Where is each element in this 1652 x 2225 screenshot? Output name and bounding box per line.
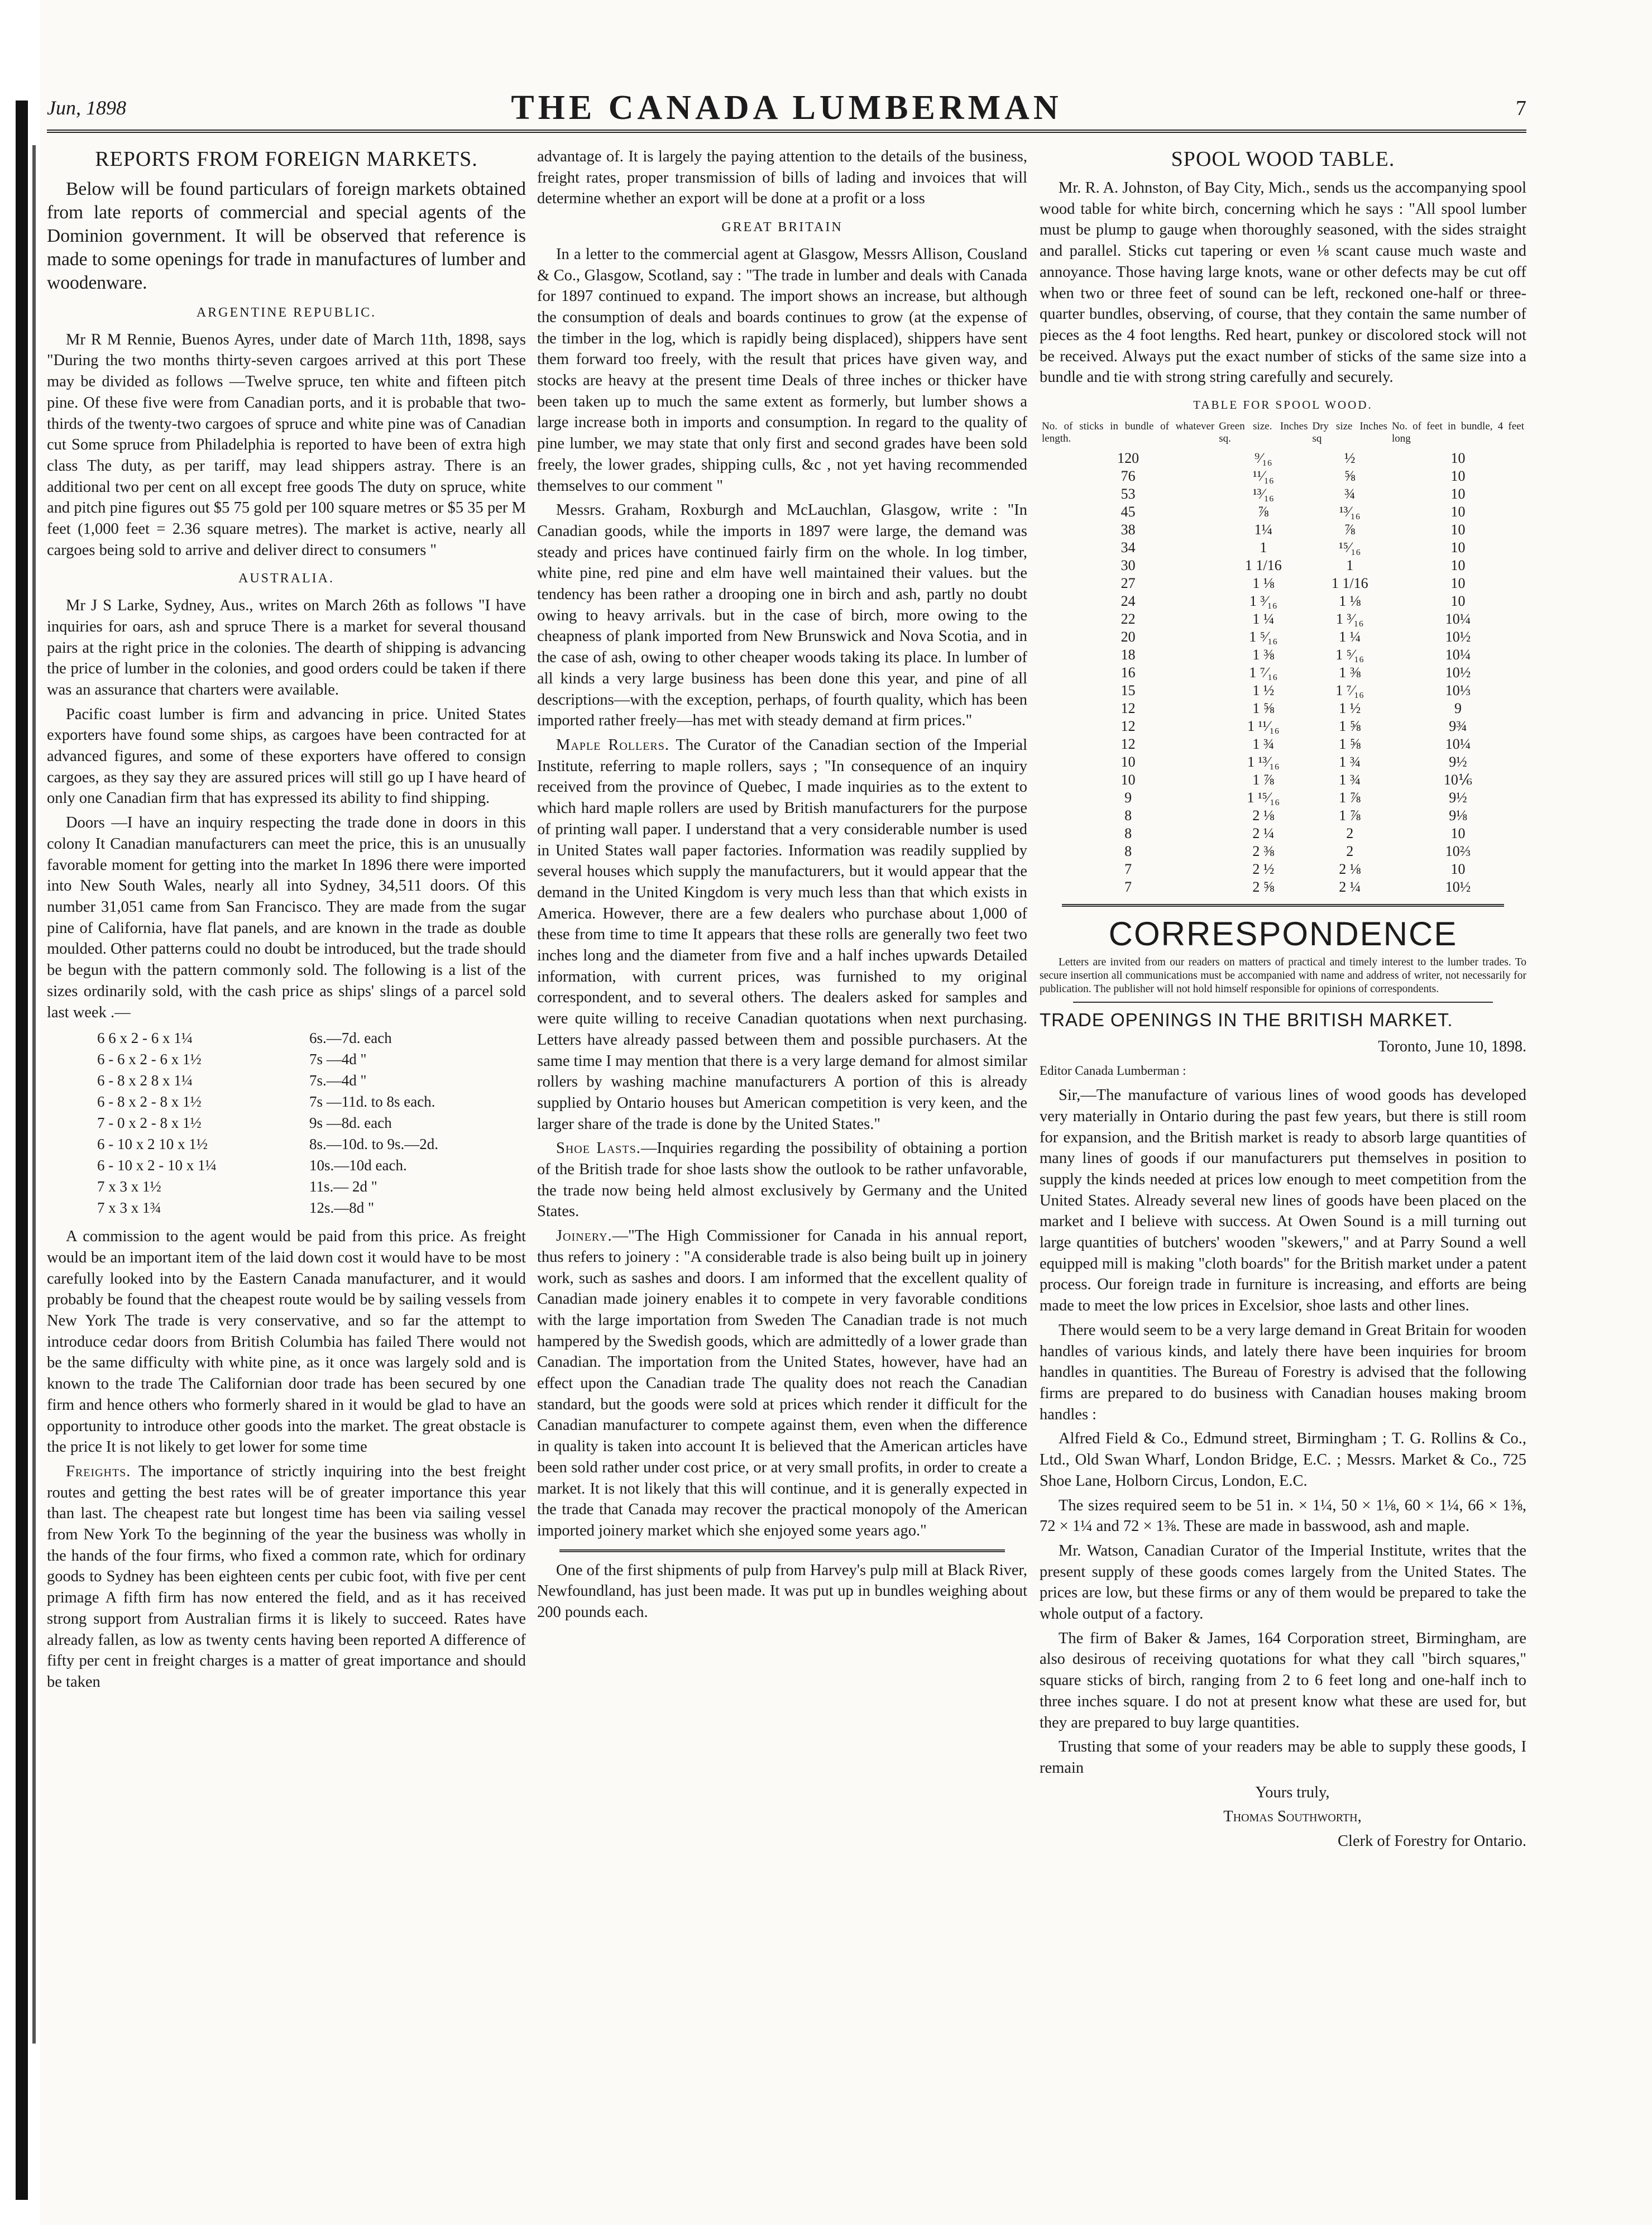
table-cell: ¹¹⁄₁₆ <box>1252 467 1274 484</box>
door-size: 7 x 3 x 1¾ <box>97 1199 161 1217</box>
table-row <box>1040 664 1526 682</box>
page-binding-edge <box>0 0 40 2225</box>
door-size: 7 x 3 x 1½ <box>97 1178 161 1195</box>
table-cell: 1 ⅞ <box>1252 771 1275 788</box>
table-cell: 1 1/16 <box>1331 575 1368 591</box>
door-size: 6 - 8 x 2 8 x 1¼ <box>97 1072 193 1089</box>
table-cell: 10½ <box>1445 878 1471 895</box>
column-header: No. of sticks in bundle of whatever length. <box>1042 420 1215 444</box>
article-title-spool-wood: SPOOL WOOD TABLE. <box>1171 147 1395 171</box>
table-cell: 10 <box>1450 860 1466 877</box>
maple-rollers-text: The Curator of the Canadian section of the Imperial Institute, referring to maple rollers, says ; "In consequence of an inquiry received from the province of Quebec, I made inquiries as to the extent to which hard maple rollers are used by British manufacturers for the purpose of printing wall paper. I understand that a very considerable number is used in United States wall paper factories. Information was readily supplied by several houses which supply the manufacturers, but it would appear that the demand in the United Kingdom is very much less than that which exists in America. However, there are a few dealers who purchase about 1,000 of these from time to time It appears that these rolls are generally two feet two inches long and the diameter from five and a half inches upwards Detailed information, with current prices, was furnished to my original correspondent, and to several others. The dealers asked for samples and were quite willing to receive Canadian quotations when next purchasing. Letters have already passed between them and possible purchasers. At the same time I may mention that there is a very large demand for almost similar rollers by washing machine manufacturers A portion of this is already supplied by Ontario houses but American competition is very keen, and the larger share of the trade is done by the United States." <box>537 736 1027 1133</box>
table-cell: 1 ⅜ <box>1252 646 1275 663</box>
section-divider <box>1073 1002 1493 1003</box>
table-cell: 18 <box>1121 646 1136 663</box>
table-row <box>1040 503 1526 521</box>
table-cell: 7 <box>1124 860 1132 877</box>
binding-shadow <box>16 101 28 2200</box>
shoe-lasts-text: —Inquiries regarding the possibility of obtaining a portion of the British trade for shoe lasts show the outlook to be rather unfavorable, the trade now being held almost exclusively by Germany and the United States. <box>537 1140 1027 1221</box>
table-cell: 38 <box>1121 521 1136 538</box>
table-cell: 10 <box>1450 575 1466 591</box>
price-row <box>97 1027 526 1049</box>
table-cell: 120 <box>1117 449 1139 466</box>
table-cell: 53 <box>1121 485 1136 502</box>
letter-closing: Yours truly, <box>1255 1783 1330 1801</box>
table-cell: 8 <box>1124 825 1132 841</box>
table-cell: 1 ³⁄₁₆ <box>1335 610 1364 627</box>
table-row <box>1040 860 1526 878</box>
table-row <box>1040 575 1526 592</box>
table-cell: 1 ¹⁵⁄₁₆ <box>1247 789 1280 806</box>
australia-paragraph-2: Pacific coast lumber is firm and advancing in price. United States exporters have found some ships, as cargoes have been contracted for at advanced figures, and some of these exporters have offered to consign cargoes, as they say they are assured prices will still go up I have heard of only one Canadian firm that has expressed its ability to find shipping. <box>47 705 526 807</box>
table-row <box>1040 789 1526 807</box>
spool-wood-paragraph: Mr. R. A. Johnston, of Bay City, Mich., sends us the accompanying spool wood table for white birch, concerning which he says : "All spool lumber must be plump to gauge when thoroughly seasoned, with the sides straight and parallel. Sticks cut tapering or even ⅛ scant cause much waste and annoyance. Those having large knots, wane or other defects may be cut off when two or three feet of sound can be left, reckoned one-half or three-quarter bundles, observing, of course, that they contain the same number of pieces as the 4 foot lengths. Red heart, punkey or discolored stock will not be received. Always put the exact number of sticks of the same size into a bundle and tie with strong string carefully and securely. <box>1040 179 1526 386</box>
table-cell: 1 ¹¹⁄₁₆ <box>1247 717 1280 734</box>
joinery-label: Joinery. <box>556 1227 612 1245</box>
table-cell: 2 ⅛ <box>1339 860 1361 877</box>
table-cell: 15 <box>1121 682 1136 698</box>
door-size: 7 - 0 x 2 - 8 x 1½ <box>97 1114 202 1132</box>
letter-paragraph-3: Alfred Field & Co., Edmund street, Birmingham ; T. G. Rollins & Co., Ltd., Old Swan Wharf, London Bridge, E.C. ; Messrs. Market & Co., 725 Shoe Lane, Holborn Circus, London, E.C. <box>1040 1430 1526 1490</box>
table-cell: 45 <box>1121 503 1136 520</box>
correspondence-heading: CORRESPONDENCE <box>1108 915 1458 953</box>
table-row <box>1040 592 1526 610</box>
table-cell: 10⅓ <box>1445 682 1471 698</box>
column-3 <box>1040 146 1526 1855</box>
price-row <box>97 1155 526 1176</box>
table-cell: 30 <box>1121 557 1136 573</box>
door-price: 7s —4d " <box>309 1051 367 1068</box>
table-cell: 1 ⅛ <box>1252 575 1275 591</box>
table-cell: 10 <box>1450 467 1466 484</box>
table-cell: 12 <box>1121 700 1136 716</box>
page-number: 7 <box>1516 97 1526 120</box>
joinery-paragraph <box>537 1226 1027 1542</box>
table-cell: 1 ⅜ <box>1339 664 1361 681</box>
table-cell: 2 <box>1346 843 1354 859</box>
door-size: 6 - 8 x 2 - 8 x 1½ <box>97 1093 202 1111</box>
table-cell: 1 ¾ <box>1252 735 1275 752</box>
door-size: 6 6 x 2 - 6 x 1¼ <box>97 1030 193 1047</box>
column-2 <box>537 146 1027 1626</box>
door-price: 11s.— 2d " <box>309 1178 377 1195</box>
table-row <box>1040 878 1526 896</box>
door-size: 6 - 6 x 2 - 6 x 1½ <box>97 1051 202 1068</box>
table-cell: 10 <box>1450 485 1466 502</box>
table-cell: 10½ <box>1445 628 1471 645</box>
table-cell: 2 ⅝ <box>1252 878 1275 895</box>
table-cell: 1 <box>1260 539 1267 556</box>
table-cell: 1 ½ <box>1339 700 1361 716</box>
table-cell: 10⅙ <box>1443 771 1473 788</box>
table-row <box>1040 735 1526 753</box>
letter-paragraph-5: Mr. Watson, Canadian Curator of the Imperial Institute, writes that the present supply of these goods comes largely from the United States. The prices are low, but these firms or any of them would be prepared to take the whole output of a factory. <box>1040 1542 1526 1623</box>
price-row <box>97 1112 526 1133</box>
letter-signer-title: Clerk of Forestry for Ontario. <box>1338 1832 1526 1850</box>
table-cell: 9½ <box>1449 753 1467 770</box>
table-cell: 1 ⅝ <box>1339 735 1361 752</box>
table-cell: 9⅛ <box>1449 807 1467 824</box>
price-row <box>97 1070 526 1091</box>
column-header: No. of feet in bundle, 4 feet long <box>1391 420 1524 444</box>
table-cell: 10 <box>1450 449 1466 466</box>
table-cell: 1 ⁵⁄₁₆ <box>1335 646 1364 663</box>
table-row <box>1040 717 1526 735</box>
table-cell: 10 <box>1450 557 1466 573</box>
table-row <box>1040 843 1526 860</box>
correspondence-note: Letters are invited from our readers on matters of practical and timely interest to the lumber trades. To secure insertion all communications must be accompanied with name and address of writer, not necessarily for publication. The publisher will not hold himself responsible for opinions of correspondents. <box>1040 956 1526 995</box>
signer-name: Thomas Southworth, <box>1223 1808 1362 1826</box>
table-cell: ¹³⁄₁₆ <box>1252 485 1274 502</box>
table-cell: 8 <box>1124 843 1132 859</box>
table-cell: 10 <box>1121 753 1136 770</box>
table-cell: 1¼ <box>1254 521 1273 538</box>
shoe-lasts-label: Shoe Lasts. <box>556 1140 641 1157</box>
freights-text: The importance of strictly inquiring into the best freight routes and getting the best rates will be of greater importance this year than last. The cheapest rate but longest time has been via sailing vessel from New York To the beginning of the year the business was wholly in the hands of the four firms, who fixed a common rate, which for ordinary goods to Sydney has been eighteen cents per cubic foot, with five per cent primage A fifth firm has now entered the field, and as it has received strong support from Australian firms it is likely to succeed. Rates have already fallen, as low as twenty cents having been reported A difference of fifty per cent in freight charges is a matter of great importance and should be taken <box>47 1462 526 1691</box>
table-cell: 10 <box>1450 503 1466 520</box>
door-price: 8s.—10d. to 9s.—2d. <box>309 1136 439 1153</box>
table-cell: 2 ¼ <box>1339 878 1361 895</box>
table-cell: 24 <box>1121 592 1136 609</box>
letter-paragraph-4: The sizes required seem to be 51 in. × 1¼, 50 × 1⅛, 60 × 1¼, 66 × 1⅜, 72 × 1¼ and 72 × 1⅜. These are made in basswood, ash and maple. <box>1040 1496 1526 1535</box>
table-cell: 1 ⅞ <box>1339 807 1361 824</box>
table-cell: 10 <box>1121 771 1136 788</box>
table-cell: 1 ¾ <box>1339 771 1361 788</box>
table-cell: 10 <box>1450 539 1466 556</box>
table-cell: 1 ¼ <box>1339 628 1361 645</box>
table-cell: 9½ <box>1449 789 1467 806</box>
price-row <box>97 1091 526 1112</box>
table-row <box>1040 682 1526 700</box>
table-cell: 10¼ <box>1445 610 1471 627</box>
australia-paragraph-3: Doors —I have an inquiry respecting the trade done in doors in this colony It Canadian manufacturers can meet the price, this is an unusually favorable moment for getting into the market In 1896 there were imported into New South Wales, nearly all into Sydney, 34,511 doors. Of this number 31,051 came from San Francisco. They are made from the sugar pine of California, have flat panels, and are known in the trade as double moulded. Other patterns could no doubt be introduced, but the trade should be begun with the pattern commonly sold. The following is a list of the sizes ordinarily sold, with the cash price as ships' slings of a parcel sold last week .— <box>47 814 526 1021</box>
table-cell: ¹⁵⁄₁₆ <box>1339 539 1361 556</box>
great-britain-paragraph-1: In a letter to the commercial agent at Glasgow, Messrs Allison, Cousland & Co., Glasgow, Scotland, say : "The trade in lumber and deals with Canada for 1897 continued to expand. The import shows an increase, but although the consumption of deals and boards continues to grow (at the expense of the timber in the log, which is rapidly being displaced), shippers have sent them forward too freely, with the result that prices have given way, and stocks are heavy at the present time Deals of three inches or thicker have been taken up to much the same extent as formerly, but lumber shows a large increase both in imports and consumption. In regard to the quality of pine lumber, we may state that only first and second grades have been sold freely, the lower grades, shipping culls, &c , not yet having recommended themselves to our comment " <box>537 245 1027 495</box>
table-cell: ¹³⁄₁₆ <box>1339 503 1361 520</box>
letter-paragraph-2: There would seem to be a very large demand in Great Britain for wooden handles of various kinds, and lately there have been inquiries for broom handles in quantities. The Bureau of Forestry is advised that the following firms are prepared to do business with Canadian houses making broom handles : <box>1040 1321 1526 1423</box>
section-divider <box>559 1549 1005 1552</box>
table-row <box>1040 539 1526 557</box>
table-cell: 1 ⁷⁄₁₆ <box>1335 682 1364 698</box>
table-cell: 1 ½ <box>1252 682 1275 698</box>
door-price: 9s —8d. each <box>309 1114 392 1132</box>
table-cell: 2 ¼ <box>1252 825 1275 841</box>
table-cell: 1 ⁷⁄₁₆ <box>1249 664 1278 681</box>
table-cell: 34 <box>1121 539 1136 556</box>
article-title-foreign-markets: REPORTS FROM FOREIGN MARKETS. <box>95 147 478 171</box>
column-1 <box>47 146 526 1696</box>
letter-signer <box>1040 1806 1526 1827</box>
table-cell: 9 <box>1454 700 1462 716</box>
spool-table-caption: TABLE FOR SPOOL WOOD. <box>1193 398 1373 412</box>
australia-paragraph-1: Mr J S Larke, Sydney, Aus., writes on March 26th as follows "I have inquiries for oars, ash and spruce There is a market for several thousand pairs at the right price in the colonies. The dearth of shipping is advancing the price of lumber in the colonies, and good orders could be taken if there was an assurance that charters were available. <box>47 597 526 698</box>
door-price: 7s.—4d " <box>309 1072 367 1089</box>
price-row <box>97 1197 526 1218</box>
page-header <box>47 88 1526 126</box>
table-cell: 8 <box>1124 807 1132 824</box>
door-price-list <box>97 1027 526 1218</box>
table-cell: 1 ⅞ <box>1339 789 1361 806</box>
pulp-shipment-paragraph: One of the first shipments of pulp from Harvey's pulp mill at Black River, Newfoundland, has just been made. It was put up in bundles weighing about 200 pounds each. <box>537 1561 1027 1621</box>
door-price: 7s —11d. to 8s each. <box>309 1093 435 1111</box>
foreign-markets-intro: Below will be found particulars of foreign markets obtained from late reports of commercial and special agents of the Dominion government. It will be observed that reference is made to some openings for trade in manufactures of lumber and woodenware. <box>47 179 526 293</box>
table-cell: 10 <box>1450 592 1466 609</box>
maple-rollers-label: Maple Rollers. <box>556 736 670 754</box>
section-heading-great-britain: GREAT BRITAIN <box>721 220 843 235</box>
table-cell: 12 <box>1121 735 1136 752</box>
table-cell: ¾ <box>1344 485 1356 502</box>
price-row <box>97 1049 526 1070</box>
door-price: 6s.—7d. each <box>309 1030 392 1047</box>
door-price: 10s.—10d each. <box>309 1157 407 1174</box>
argentine-paragraph: Mr R M Rennie, Buenos Ayres, under date of March 11th, 1898, says "During the two months thirty-seven cargoes arrived at this port These may be divided as follows —Twelve spruce, ten white and fifteen pitch pine. Of these five were from Canadian ports, and it is probable that two-thirds of the twenty-two cargoes of spruce and white pine was of Canadian cut Some spruce from Philadelphia is reported to have been of extra high class The duty, as per tariff, may lead shippers astray. There is an additional two per cent on all except free goods The duty on spruce, white and pitch pine figures out $5 75 gold per 100 square metres or $5 35 per M feet (1,000 feet = 2.36 square metres). The market is active, nearly all cargoes being sold to arrive and deliver direct to consumers " <box>47 331 526 559</box>
issue-date: Jun, 1898 <box>47 97 126 119</box>
column-header: Dry size Inches sq <box>1312 420 1387 444</box>
table-cell: 1 ¼ <box>1252 610 1275 627</box>
section-heading-australia: AUSTRALIA. <box>238 571 334 586</box>
freights-label: Freights. <box>66 1462 131 1480</box>
table-cell: 76 <box>1121 467 1136 484</box>
table-cell: ⅝ <box>1344 467 1356 484</box>
table-row <box>1040 610 1526 628</box>
table-cell: 7 <box>1124 878 1132 895</box>
table-cell: 10 <box>1450 521 1466 538</box>
article-title-trade-openings: TRADE OPENINGS IN THE BRITISH MARKET. <box>1040 1009 1453 1030</box>
table-cell: ⅞ <box>1258 503 1269 520</box>
table-cell: 10¼ <box>1445 646 1471 663</box>
table-cell: 22 <box>1121 610 1136 627</box>
table-row <box>1040 807 1526 825</box>
table-cell: ⅞ <box>1344 521 1356 538</box>
door-size: 6 - 10 x 2 - 10 x 1¼ <box>97 1157 217 1174</box>
table-cell: 9 <box>1124 789 1132 806</box>
table-cell: 1 ⁵⁄₁₆ <box>1249 628 1278 645</box>
table-cell: 10½ <box>1445 664 1471 681</box>
door-price: 12s.—8d " <box>309 1199 375 1217</box>
column-header: Green size. Inches sq. <box>1219 420 1308 444</box>
table-cell: 2 ½ <box>1252 860 1275 877</box>
spool-table-body <box>1040 449 1526 896</box>
letter-paragraph-6: The firm of Baker & James, 164 Corporation street, Birmingham, are also desirous of receiving quotations for what they call "birch squares," square sticks of birch, ranging from 2 to 6 feet long and one-half inch to three inches square. I do not at present know what these are used for, but they are prepared to buy large quantities. <box>1040 1629 1526 1731</box>
australia-paragraph-4: A commission to the agent would be paid from this price. As freight would be an important item of the laid down cost it would have to be most carefully looked into by the Eastern Canada manufacturer, and it would probably be found that the cheapest route would be by sailing vessels from New York The trade is very conservative, and so far the attempt to introduce cedar doors from British Columbia has failed There would not be the same difficulty with white pine, as it once was largely sold and is known to the trade The Californian door trade has been secured by one firm and hence others who formerly shared in it would be glad to have an opportunity to introduce other goods into the market. The great obstacle is the price It is not likely to get lower for some time <box>47 1228 526 1456</box>
table-cell: 2 ⅛ <box>1252 807 1275 824</box>
continued-paragraph: advantage of. It is largely the paying attention to the details of the business, freight rates, proper transmission of bills of lading and invoices that will determine whether an export will be done at a profit or a loss <box>537 148 1027 208</box>
header-rule <box>47 130 1526 133</box>
table-cell: 1 ⅛ <box>1339 592 1361 609</box>
letter-paragraph-1: Sir,—The manufacture of various lines of wood goods has developed very materially in Ontario during the past few years, but there is still room for expansion, and the British market is ready to absorb large quantities of many lines of goods if our manufacturers put themselves in position to supply the kinds needed at prices low enough to meet competition from the United States. Already several new lines of goods have been placed on the market and I believe with success. At Owen Sound is a mill turning out large quantities of butchers' wooden "skewers," and at Parry Sound a well equipped mill is making "cloth boards" for the British market under a patent process. Our foreign trade in furniture is increasing, and efforts are being made to meet the low prices in Excelsior, shoe lasts and other lines. <box>1040 1087 1526 1315</box>
table-cell: 1 ⅝ <box>1339 717 1361 734</box>
table-cell: 9¾ <box>1449 717 1467 734</box>
table-header-row <box>1040 420 1526 449</box>
table-cell: 10⅔ <box>1445 843 1471 859</box>
table-cell: 20 <box>1121 628 1136 645</box>
table-cell: 16 <box>1121 664 1136 681</box>
table-row <box>1040 467 1526 485</box>
table-row <box>1040 771 1526 789</box>
table-row <box>1040 825 1526 843</box>
table-cell: 2 <box>1346 825 1354 841</box>
table-cell: 2 ⅜ <box>1252 843 1275 859</box>
table-row <box>1040 700 1526 717</box>
table-row <box>1040 646 1526 664</box>
letter-salutation: Editor Canada Lumberman : <box>1040 1064 1186 1078</box>
table-cell: 27 <box>1121 575 1136 591</box>
joinery-text: —"The High Commissioner for Canada in his annual report, thus refers to joinery : "A considerable trade is also being built up in joinery work, such as sashes and doors. I am informed that the excellent quality of Canadian made joinery enables it to compete in very favorable conditions with the large importation from Sweden The Canadian trade is not much hampered by the Swedish goods, which are admittedly of a lower grade than Canadian. The importation from the United States, however, have had an effect upon the Canadian trade The quality does not reach the Canadian standard, but the goods were sold at prices which render it difficult for the Canadian manufacturer to compete against them, even when the difference in quality is taken into account It is believed that the American articles have been sold rather under cost price, or at very small profits, in order to create a market. It is not likely that this will continue, and it is generally expected in the trade that Canada may recover the practical monopoly of the American imported joinery market which she enjoyed some years ago." <box>537 1227 1027 1539</box>
table-row <box>1040 628 1526 646</box>
freights-paragraph <box>47 1461 526 1693</box>
door-size: 6 - 10 x 2 10 x 1½ <box>97 1136 208 1153</box>
table-row <box>1040 557 1526 575</box>
letter-dateline: Toronto, June 10, 1898. <box>1378 1037 1526 1055</box>
table-cell: ⁹⁄₁₆ <box>1254 449 1272 466</box>
masthead-title: THE CANADA LUMBERMAN <box>511 89 1062 127</box>
great-britain-paragraph-2: Messrs. Graham, Roxburgh and McLauchlan, Glasgow, write : "In Canadian goods, while the imports in 1897 were large, the demand was steady and prices have continued fairly firm on the whole. In log timber, white pine, red pine and elm have well maintained their values. but the tendency has been rather a drooping one in birch and ash, partly no doubt owing to heavy arrivals. but in the case of birch, more owing to the cheapness of plank imported from New Brunswick and Nova Scotia, and in the case of ash, owing to other cheaper woods taking its place. In lumber of all kinds a very large business has been done this year, and pine of all descriptions—with the exception, perhaps, of fourth quality, which has been imported rather freely—has met with steady demand at firm prices." <box>537 501 1027 730</box>
price-row <box>97 1133 526 1155</box>
price-row <box>97 1176 526 1197</box>
table-cell: ½ <box>1344 449 1356 466</box>
table-cell: 12 <box>1121 717 1136 734</box>
table-cell: 1 ¹³⁄₁₆ <box>1247 753 1280 770</box>
letter-paragraph-7: Trusting that some of your readers may be able to supply these goods, I remain <box>1040 1738 1526 1777</box>
table-row <box>1040 521 1526 539</box>
table-cell: 1 ⅝ <box>1252 700 1275 716</box>
table-row <box>1040 449 1526 467</box>
table-cell: 1 ³⁄₁₆ <box>1249 592 1277 609</box>
section-divider <box>1062 904 1504 907</box>
section-heading-argentine: ARGENTINE REPUBLIC. <box>196 305 377 320</box>
table-cell: 1 ¾ <box>1339 753 1361 770</box>
binding-gutter <box>32 145 36 2044</box>
shoe-lasts-paragraph <box>537 1138 1027 1222</box>
table-cell: 10¼ <box>1445 735 1471 752</box>
table-cell: 10 <box>1450 825 1466 841</box>
table-cell: 1 1/16 <box>1245 557 1282 573</box>
spool-wood-table <box>1040 420 1526 896</box>
table-row <box>1040 753 1526 771</box>
table-cell: 1 <box>1346 557 1354 573</box>
maple-rollers-paragraph <box>537 735 1027 1135</box>
table-row <box>1040 485 1526 503</box>
